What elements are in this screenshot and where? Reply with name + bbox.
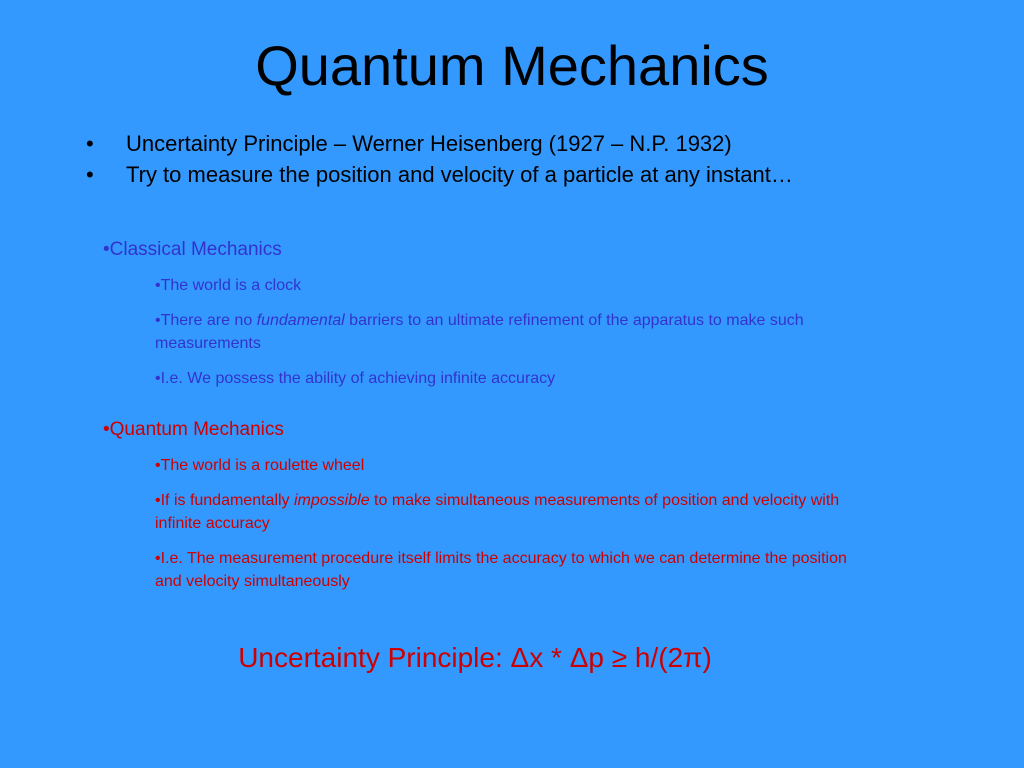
- uncertainty-equation: Uncertainty Principle: Δx * Δp ≥ h/(2π): [238, 642, 712, 673]
- bullet-text: Try to measure the position and velocity of a particle at any instant…: [126, 162, 793, 187]
- classical-item-infinite-accuracy: •I.e. We possess the ability of achieving infinite accuracy: [155, 370, 556, 387]
- classical-mechanics-list: [103, 274, 865, 390]
- classical-mechanics-section: [103, 238, 883, 402]
- emphasis-impossible: impossible: [294, 492, 370, 509]
- quantum-mechanics-section: [103, 418, 883, 605]
- bullet-text: Uncertainty Principle – Werner Heisenberg (1927 – N.P. 1932): [126, 131, 732, 156]
- quantum-item-measurement-limits: •I.e. The measurement procedure itself limits the accuracy to which we can determine the position and velocity simultaneously: [155, 550, 847, 590]
- quantum-item-impossible: [155, 489, 865, 535]
- item-text-before: •If is fundamentally: [155, 492, 294, 509]
- slide-title: Quantum Mechanics: [255, 34, 769, 97]
- quantum-mechanics-list: [103, 454, 865, 593]
- quantum-item-roulette: •The world is a roulette wheel: [155, 457, 365, 474]
- item-text-after: barriers to an ultimate refinement of the apparatus to make such measurements: [155, 312, 804, 352]
- emphasis-fundamental: fundamental: [256, 312, 345, 329]
- item-text-before: •There are no: [155, 312, 257, 329]
- classical-item-clock: •The world is a clock: [155, 277, 302, 294]
- bullet-measure-position: [86, 159, 986, 190]
- classical-item-no-barriers: [155, 309, 865, 355]
- classical-mechanics-heading: •Classical Mechanics: [103, 239, 282, 260]
- top-bullet-list: [86, 128, 986, 190]
- bullet-icon: •: [86, 131, 94, 156]
- bullet-uncertainty-principle: [86, 128, 986, 159]
- quantum-mechanics-heading: •Quantum Mechanics: [103, 419, 284, 440]
- item-text-after: to make simultaneous measurements of position and velocity with infinite accuracy: [155, 492, 840, 532]
- bullet-icon: •: [86, 162, 94, 187]
